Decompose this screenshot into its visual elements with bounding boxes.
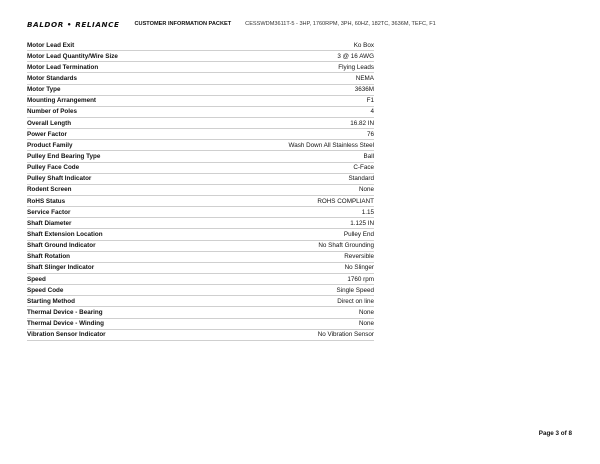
spec-row <box>27 296 374 307</box>
spec-value: Pulley End <box>343 230 374 238</box>
spec-label: Power Factor <box>27 130 67 138</box>
spec-row <box>27 174 374 185</box>
spec-label: Shaft Extension Location <box>27 230 103 238</box>
spec-value: No Slinger <box>344 264 374 272</box>
spec-row <box>27 218 374 229</box>
spec-row <box>27 140 374 151</box>
spec-label: Pulley End Bearing Type <box>27 152 101 160</box>
spec-row <box>27 73 374 84</box>
spec-label: Shaft Rotation <box>27 253 71 261</box>
spec-value: None <box>358 320 374 328</box>
spec-value: Single Speed <box>336 286 374 294</box>
spec-value: Wash Down All Stainless Steel <box>288 141 374 149</box>
spec-label: Number of Poles <box>27 108 78 116</box>
spec-label: RoHS Status <box>27 197 66 205</box>
spec-value: Ko Box <box>353 41 374 49</box>
spec-row <box>27 330 374 341</box>
specification-table <box>27 40 374 341</box>
spec-row <box>27 252 374 263</box>
spec-row <box>27 85 374 96</box>
spec-row <box>27 40 374 51</box>
spec-label: Motor Lead Quantity/Wire Size <box>27 52 118 60</box>
spec-row <box>27 129 374 140</box>
spec-label: Thermal Device - Winding <box>27 320 104 328</box>
spec-row <box>27 207 374 218</box>
spec-row <box>27 118 374 129</box>
spec-value: 76 <box>366 130 374 138</box>
spec-row <box>27 241 374 252</box>
spec-row <box>27 319 374 330</box>
spec-label: Service Factor <box>27 208 71 216</box>
spec-value: Standard <box>348 175 374 183</box>
spec-row <box>27 229 374 240</box>
spec-row <box>27 285 374 296</box>
spec-value: 16.82 IN <box>350 119 374 127</box>
brand-logo: BALDOR • RELIANCE <box>27 19 120 29</box>
spec-label: Pulley Shaft Indicator <box>27 175 92 183</box>
spec-label: Thermal Device - Bearing <box>27 308 103 316</box>
spec-label: Motor Lead Termination <box>27 63 99 71</box>
spec-label: Shaft Diameter <box>27 219 72 227</box>
spec-value: Direct on line <box>337 297 374 305</box>
spec-label: Mounting Arrangement <box>27 97 97 105</box>
document-title: CUSTOMER INFORMATION PACKET <box>134 21 232 27</box>
spec-value: ROHS COMPLIANT <box>317 197 374 205</box>
spec-value: 1.15 <box>361 208 374 216</box>
spec-label: Speed <box>27 275 46 283</box>
spec-label: Rodent Screen <box>27 186 72 194</box>
spec-value: NEMA <box>355 74 374 82</box>
spec-label: Starting Method <box>27 297 75 305</box>
spec-label: Motor Lead Exit <box>27 41 75 49</box>
spec-value: None <box>358 308 374 316</box>
spec-value: 3 @ 16 AWG <box>337 52 374 60</box>
spec-value: C-Face <box>353 164 374 172</box>
spec-label: Shaft Slinger Indicator <box>27 264 95 272</box>
spec-label: Pulley Face Code <box>27 164 80 172</box>
page-number: Page 3 of 8 <box>538 430 572 437</box>
spec-row <box>27 196 374 207</box>
spec-value: None <box>358 186 374 194</box>
spec-row <box>27 62 374 73</box>
spec-value: 4 <box>370 108 374 116</box>
page-header <box>27 18 436 30</box>
spec-value: F1 <box>366 97 374 105</box>
spec-value: 1760 rpm <box>347 275 374 283</box>
spec-label: Motor Standards <box>27 74 78 82</box>
spec-row <box>27 185 374 196</box>
spec-row <box>27 96 374 107</box>
spec-value: No Shaft Grounding <box>318 242 374 250</box>
spec-value: 3636M <box>354 86 374 94</box>
spec-row <box>27 263 374 274</box>
spec-label: Shaft Ground Indicator <box>27 242 96 250</box>
spec-row <box>27 163 374 174</box>
spec-value: 1.125 IN <box>350 219 374 227</box>
spec-label: Vibration Sensor Indicator <box>27 331 106 339</box>
product-model-description: CESSWDM3611T-5 - 3HP, 1760RPM, 3PH, 60HZ, 182TC, 3636M, TEFC, F1 <box>245 21 436 27</box>
spec-label: Overall Length <box>27 119 72 127</box>
spec-value: No Vibration Sensor <box>317 331 374 339</box>
spec-row <box>27 151 374 162</box>
spec-value: Reversible <box>344 253 374 261</box>
spec-value: Flying Leads <box>338 63 374 71</box>
spec-label: Product Family <box>27 141 73 149</box>
spec-row <box>27 51 374 62</box>
spec-value: Ball <box>363 152 374 160</box>
spec-label: Motor Type <box>27 86 61 94</box>
spec-row <box>27 307 374 318</box>
spec-label: Speed Code <box>27 286 64 294</box>
spec-row <box>27 107 374 118</box>
spec-row <box>27 274 374 285</box>
